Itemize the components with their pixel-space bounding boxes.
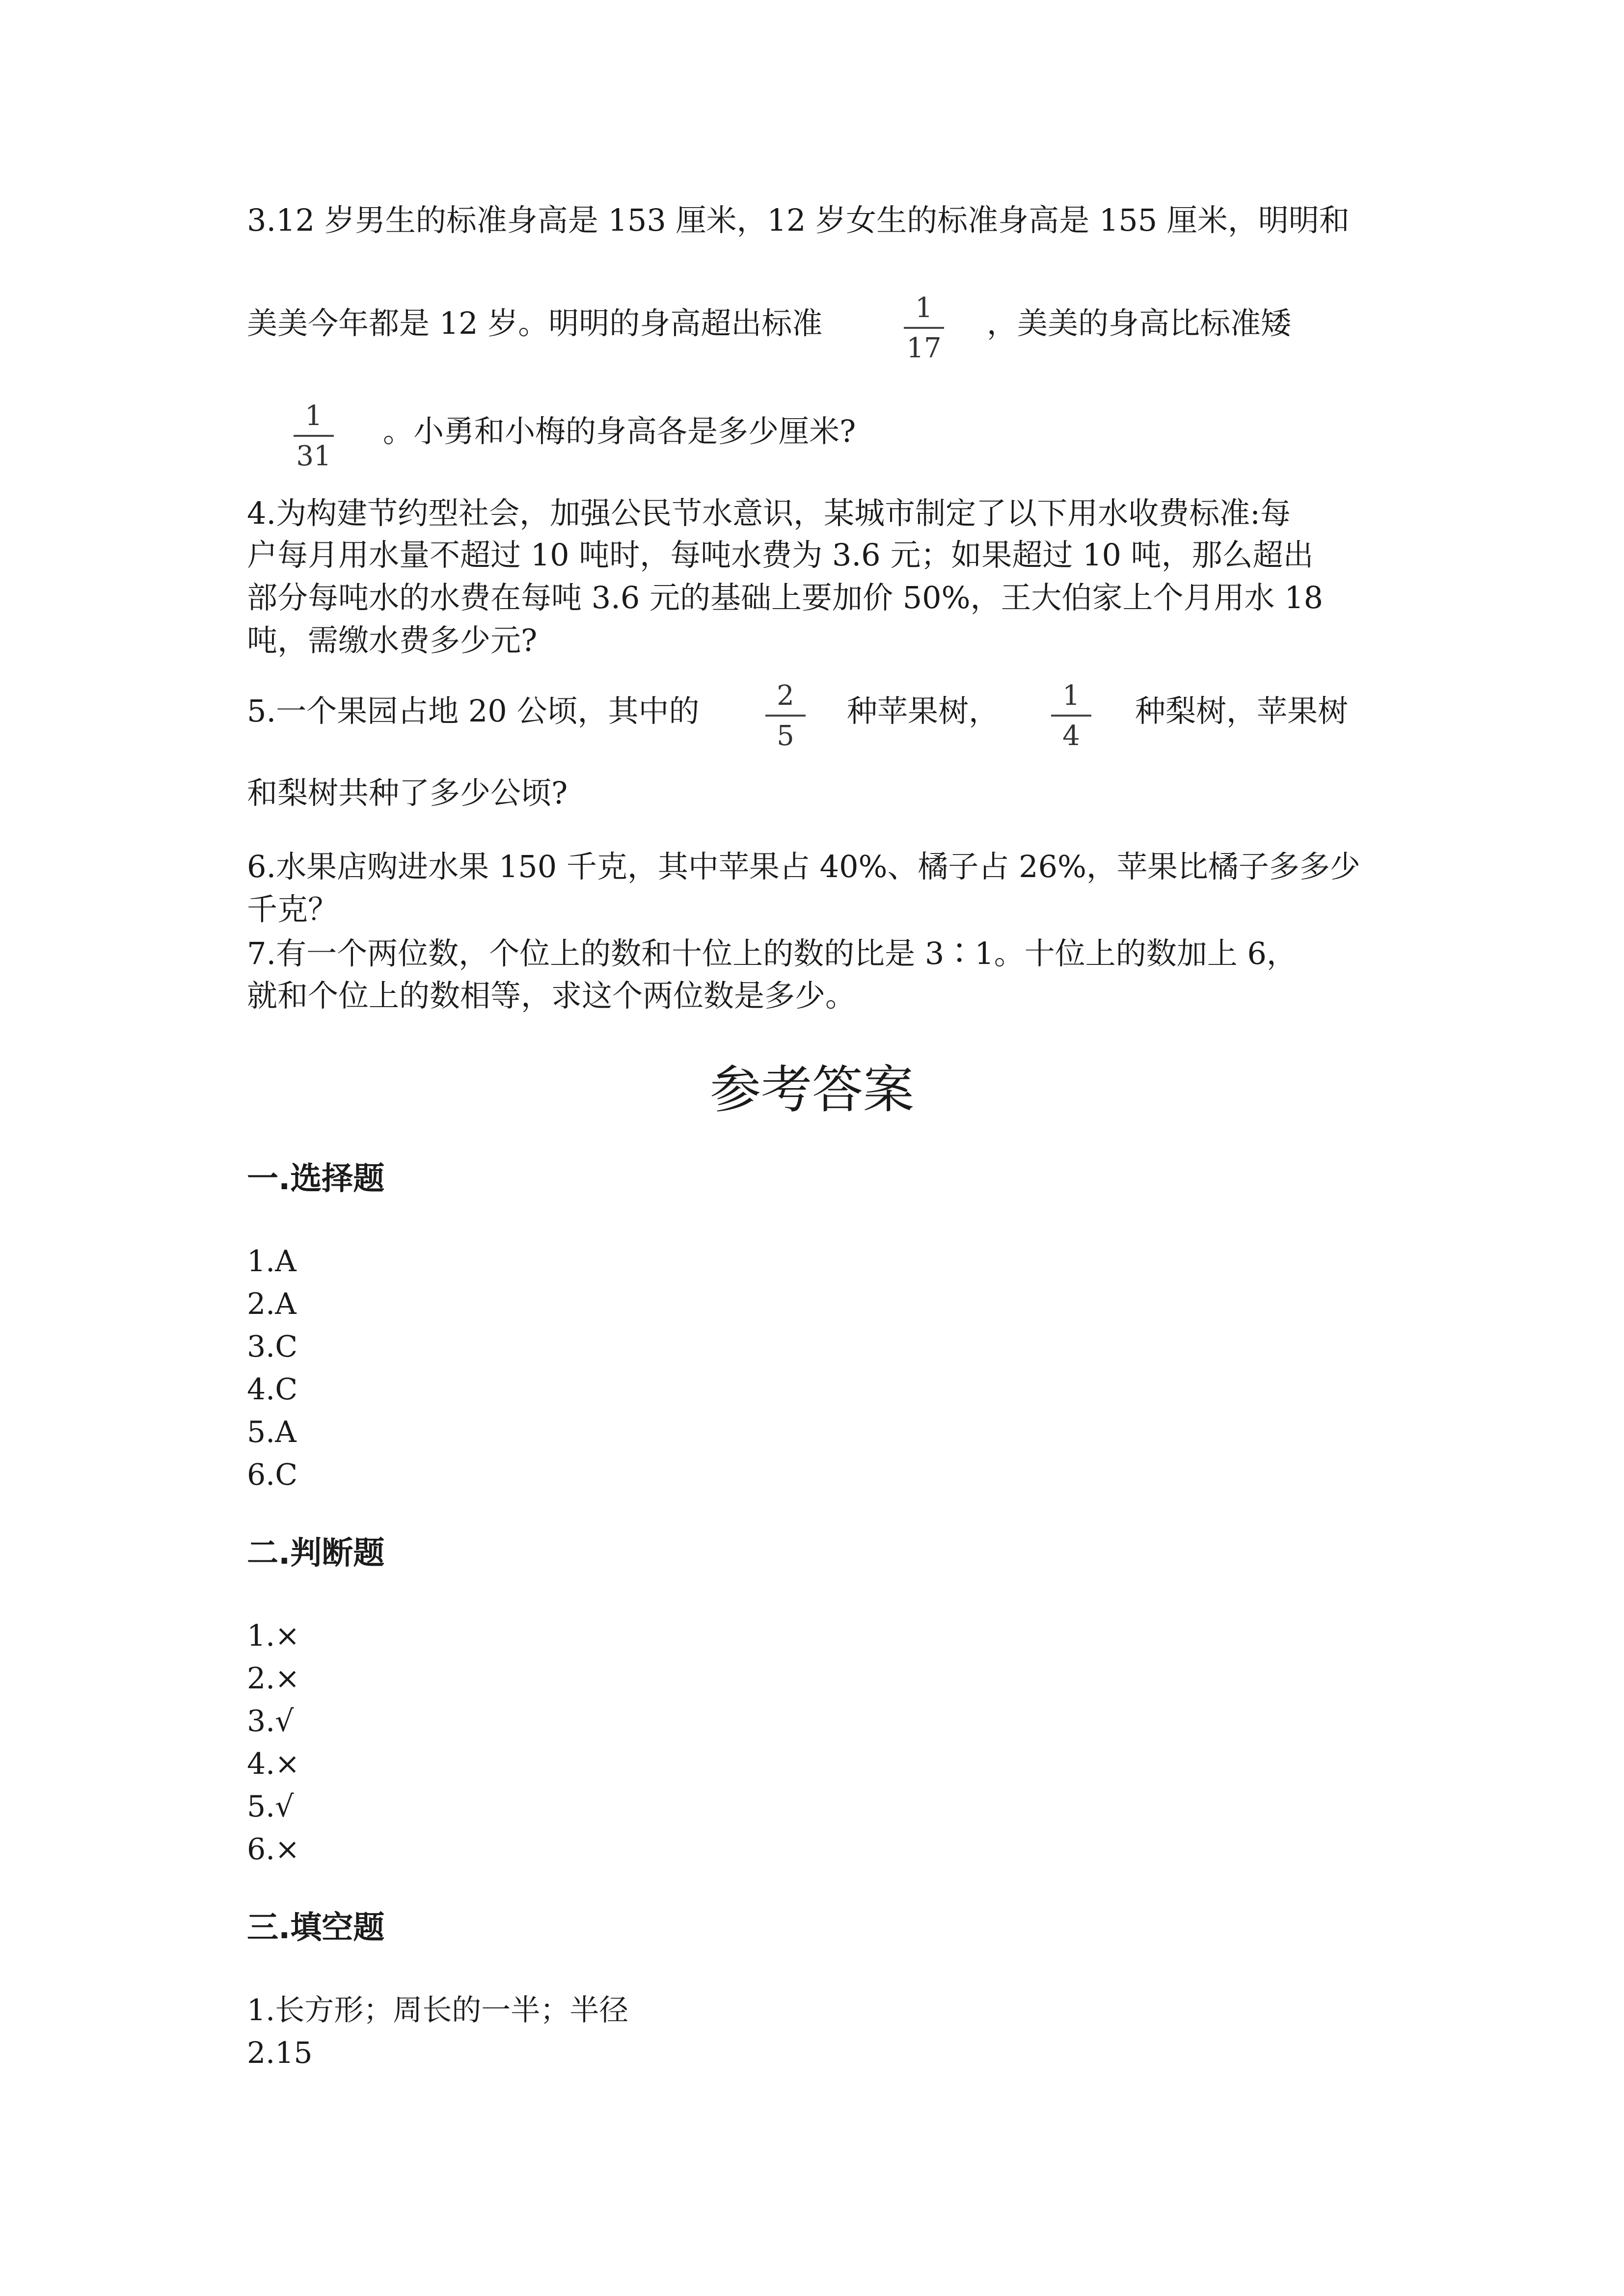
q4-line4: 吨，需缴水费多少元? <box>247 622 538 658</box>
fraction-denominator: 4 <box>1062 720 1080 752</box>
section-heading-judgment: 二.判断题 <box>247 1535 385 1572</box>
q3-line2b: ，美美的身高比标准矮 <box>987 305 1292 341</box>
fraction-numerator: 1 <box>1062 680 1080 712</box>
q3-line3: 。小勇和小梅的身高各是多少厘米? <box>383 413 856 449</box>
fraction-numerator: 1 <box>915 292 933 324</box>
fraction-denominator: 5 <box>777 720 794 752</box>
section-heading-fill-blank: 三.填空题 <box>247 1910 385 1946</box>
q5-fraction-2-5 <box>758 682 812 750</box>
q4-line3: 部分每吨水的水费在每吨 3.6 元的基础上要加价 50%，王大伯家上个月用水 18 <box>247 580 1324 615</box>
answer-item: 1.长方形；周长的一半；半径 <box>247 1993 629 2028</box>
fraction-bar <box>904 327 944 329</box>
q5-fraction-1-4 <box>1044 682 1098 750</box>
q3-fraction-1-31 <box>287 402 341 470</box>
answer-item: 1.× <box>247 1619 300 1653</box>
q7-line2: 就和个位上的数相等，求这个两位数是多少。 <box>247 978 856 1014</box>
answer-item: 6.× <box>247 1832 300 1867</box>
answer-item: 4.C <box>247 1372 298 1407</box>
q4-line2: 户每月用水量不超过 10 吨时，每吨水费为 3.6 元；如果超过 10 吨，那么超出 <box>247 537 1314 573</box>
fraction-denominator: 31 <box>296 440 331 472</box>
fraction-denominator: 17 <box>906 332 942 364</box>
q3-fraction-1-17 <box>897 294 951 362</box>
q5-line2: 和梨树共种了多少公顷? <box>247 775 568 811</box>
answer-item: 5.A <box>247 1415 297 1449</box>
answer-item: 2.15 <box>247 2036 313 2070</box>
fraction-bar <box>294 435 334 437</box>
fraction-bar <box>1051 715 1091 717</box>
fraction-numerator: 2 <box>777 680 794 712</box>
answer-item: 2.A <box>247 1287 297 1321</box>
q5-line1b: 种苹果树， <box>847 693 1000 729</box>
answer-item: 2.× <box>247 1661 300 1696</box>
fraction-numerator: 1 <box>305 400 323 432</box>
fraction-bar <box>765 715 806 717</box>
q4-line1: 4.为构建节约型社会，加强公民节水意识，某城市制定了以下用水收费标准:每 <box>247 495 1291 531</box>
answer-item: 5.√ <box>247 1789 294 1824</box>
q3-line2a: 美美今年都是 12 岁。明明的身高超出标准 <box>247 305 823 341</box>
answer-item: 6.C <box>247 1458 298 1492</box>
q7-line1: 7.有一个两位数，个位上的数和十位上的数的比是 3∶1。十位上的数加上 6， <box>247 935 1297 971</box>
answer-item: 4.× <box>247 1747 300 1781</box>
q6-line1: 6.水果店购进水果 150 千克，其中苹果占 40%、橘子占 26%，苹果比橘子多多少 <box>247 849 1360 884</box>
answer-item: 3.C <box>247 1330 298 1364</box>
section-heading-choice: 一.选择题 <box>247 1161 385 1197</box>
q5-line1a: 5.一个果园占地 20 公顷，其中的 <box>247 693 700 729</box>
answer-item: 3.√ <box>247 1704 294 1738</box>
q3-line1: 3.12 岁男生的标准身高是 153 厘米，12 岁女生的标准身高是 155 厘米，明明和 <box>247 202 1350 238</box>
q6-line2: 千克？ <box>247 891 339 927</box>
q5-line1c: 种梨树，苹果树 <box>1135 693 1349 729</box>
answer-item: 1.A <box>247 1244 297 1279</box>
answers-title: 参考答案 <box>709 1060 914 1120</box>
